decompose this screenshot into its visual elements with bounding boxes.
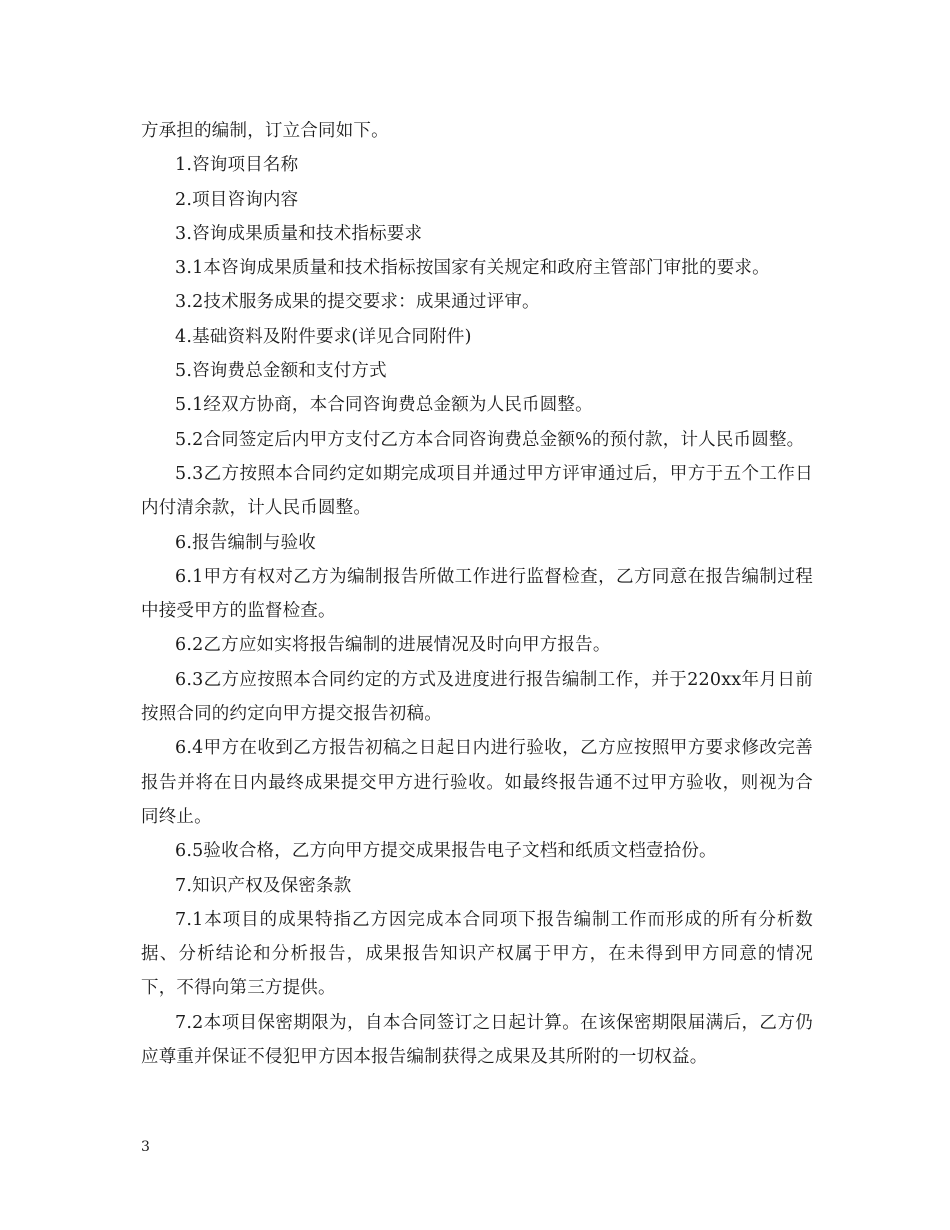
- heading-7: 7.知识产权及保密条款: [175, 875, 352, 896]
- heading-6: 6.报告编制与验收: [175, 532, 316, 553]
- clause-5-3: 5.3乙方按照本合同约定如期完成项目并通过甲方评审通过后，甲方于五个工作日内付清余款，计人民币圆整。: [141, 463, 813, 519]
- heading-1: 1.咨询项目名称: [175, 155, 299, 176]
- clause-6-2: 6.2乙方应如实将报告编制的进展情况及时向甲方报告。: [175, 635, 611, 656]
- clause-3-2: 3.2技术服务成果的提交要求：成果通过评审。: [175, 292, 540, 313]
- heading-2: 2.项目咨询内容: [175, 189, 299, 210]
- clause-5-1: 5.1经双方协商，本合同咨询费总金额为人民币圆整。: [175, 395, 593, 416]
- clause-5-2: 5.2合同签定后内甲方支付乙方本合同咨询费总金额%的预付款，计人民币圆整。: [175, 429, 805, 450]
- clause-7-1: 7.1本项目的成果特指乙方因完成本合同项下报告编制工作而形成的所有分析数据、分析结论和分析报告，成果报告知识产权属于甲方，在未得到甲方同意的情况下，不得向第三方提供。: [141, 909, 813, 999]
- heading-5: 5.咨询费总金额和支付方式: [175, 361, 387, 382]
- document-body: [141, 114, 813, 1074]
- clause-6-3: 6.3乙方应按照本合同约定的方式及进度进行报告编制工作，并于220xx年月日前按照合同的约定向甲方提交报告初稿。: [141, 669, 813, 725]
- clause-6-4: 6.4甲方在收到乙方报告初稿之日起日内进行验收，乙方应按照甲方要求修改完善报告并将在日内最终成果提交甲方进行验收。如最终报告通不过甲方验收，则视为合同终止。: [141, 738, 813, 827]
- heading-3: 3.咨询成果质量和技术指标要求: [175, 223, 423, 244]
- heading-4: 4.基础资料及附件要求(详见合同附件): [175, 326, 472, 347]
- clause-3-1: 3.1本咨询成果质量和技术指标按国家有关规定和政府主管部门审批的要求。: [175, 258, 770, 279]
- clause-6-1: 6.1甲方有权对乙方为编制报告所做工作进行监督检查，乙方同意在报告编制过程中接受甲方的监督检查。: [141, 566, 813, 622]
- page-number: 3: [141, 1139, 150, 1155]
- clause-6-5: 6.5验收合格，乙方向甲方提交成果报告电子文档和纸质文档壹拾份。: [175, 841, 717, 862]
- clause-7-2: 7.2本项目保密期限为，自本合同签订之日起计算。在该保密期限届满后，乙方仍应尊重并保证不侵犯甲方因本报告编制获得之成果及其所附的一切权益。: [141, 1012, 813, 1068]
- paragraph-intro: 方承担的编制，订立合同如下。: [141, 121, 389, 141]
